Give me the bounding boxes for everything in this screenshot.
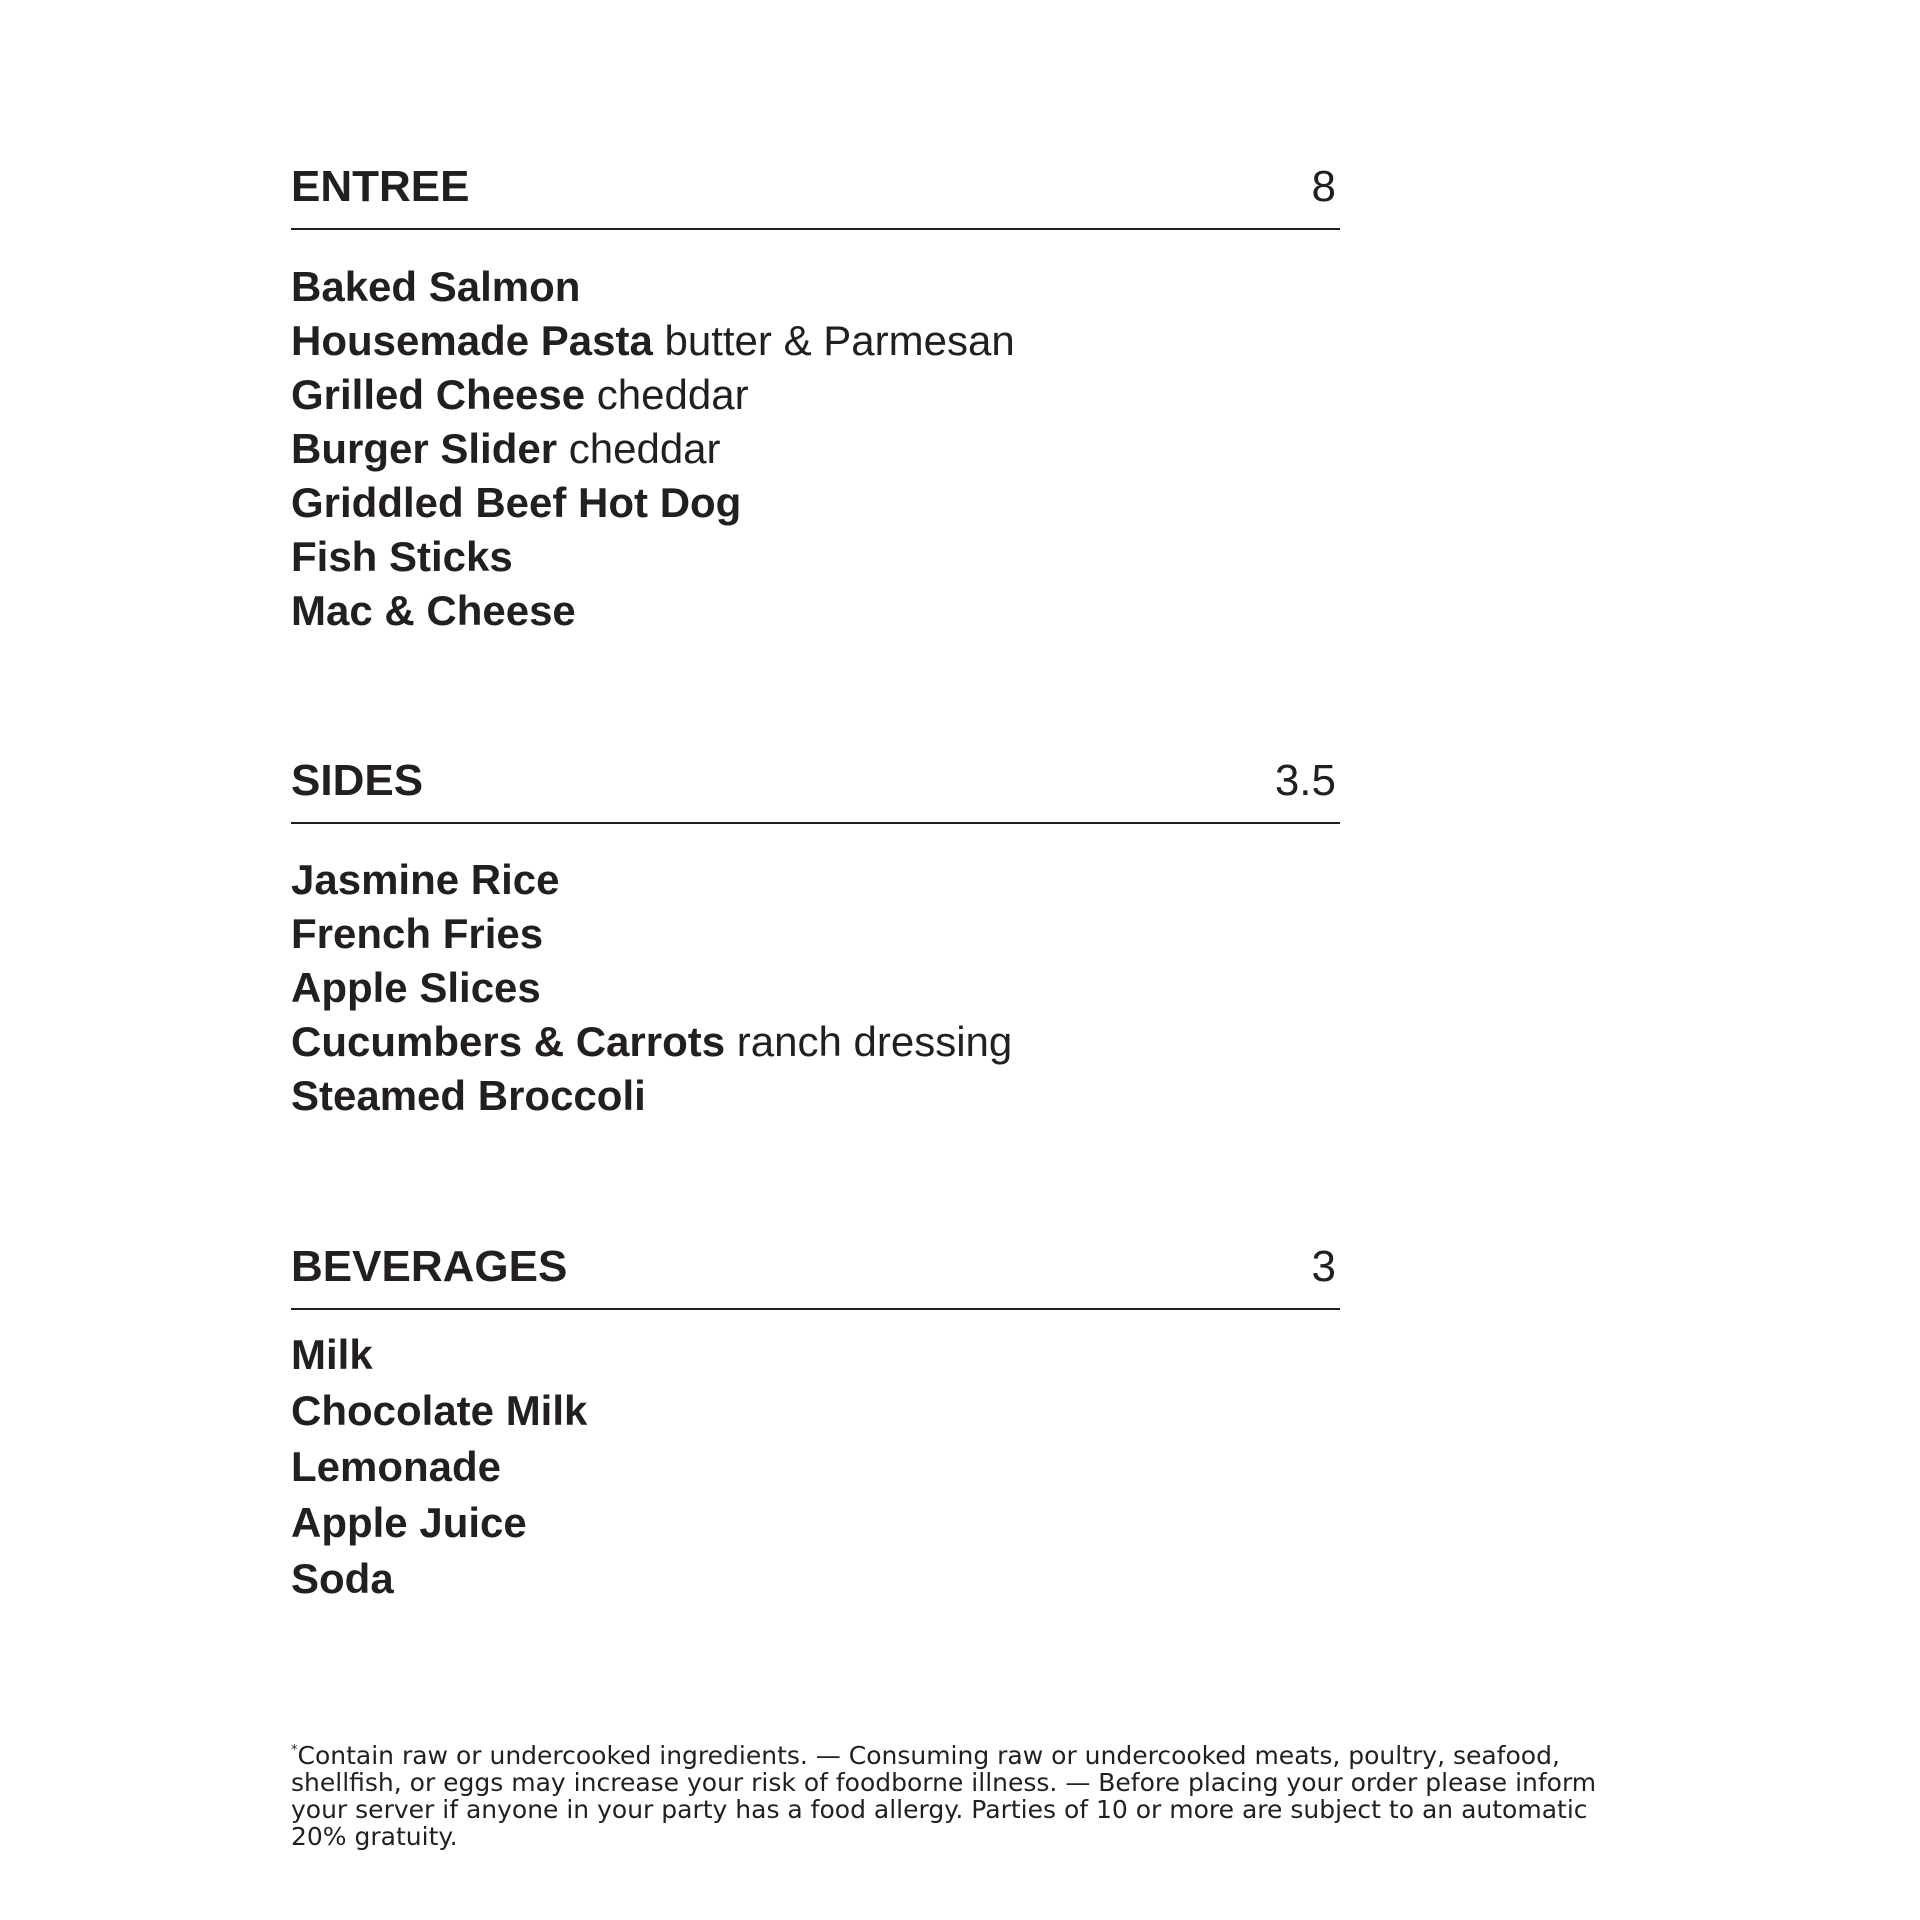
- item-name: Apple Juice: [291, 1499, 527, 1546]
- section-title: ENTREE: [291, 162, 470, 211]
- item-name: Milk: [291, 1331, 373, 1378]
- section-header: [291, 1226, 1340, 1308]
- item-description: ranch dressing: [736, 1018, 1013, 1065]
- menu-item: [291, 368, 1015, 422]
- section-beverages: [291, 1226, 1340, 1602]
- item-name: Mac & Cheese: [291, 587, 576, 634]
- footnote-text: Contain raw or undercooked ingredients. — Consuming raw or undercooked meats, poultry, seafood, shellfish, or eggs may increase your risk of foodborne illness. — Before placing your order please inform your server if anyone in your party has a food allergy. Parties of 10 or more are subject to an automatic 20% gratuity.: [291, 1741, 1597, 1851]
- menu-item: [291, 476, 1015, 530]
- menu-item: [291, 422, 1015, 476]
- section-divider: [291, 1308, 1340, 1310]
- section-title: SIDES: [291, 756, 424, 805]
- item-description: cheddar: [596, 371, 749, 418]
- menu-item: [291, 1327, 587, 1383]
- item-name: Fish Sticks: [291, 533, 513, 580]
- menu-item: [291, 961, 1012, 1015]
- footnote-marker: *: [291, 1743, 298, 1758]
- item-name: Baked Salmon: [291, 263, 581, 310]
- item-name: Griddled Beef Hot Dog: [291, 479, 742, 526]
- menu-item: [291, 260, 1015, 314]
- item-name: Soda: [291, 1555, 394, 1602]
- menu-item: [291, 584, 1015, 638]
- menu-item-list: [291, 260, 1015, 638]
- menu-item: [291, 530, 1015, 584]
- menu-item: [291, 1015, 1012, 1069]
- menu-item: [291, 1069, 1012, 1123]
- menu-item-list: [291, 1327, 587, 1607]
- item-name: French Fries: [291, 910, 544, 957]
- item-name: Apple Slices: [291, 964, 541, 1011]
- item-name: Grilled Cheese: [291, 371, 586, 418]
- section-divider: [291, 228, 1340, 230]
- section-header: [291, 740, 1340, 822]
- menu-item: [291, 1495, 587, 1551]
- section-divider: [291, 822, 1340, 824]
- menu-item-list: [291, 853, 1012, 1123]
- menu-item: [291, 1439, 587, 1495]
- item-name: Burger Slider: [291, 425, 558, 472]
- item-description: cheddar: [568, 425, 721, 472]
- section-sides: [291, 740, 1340, 1119]
- section-price: 8: [1311, 162, 1336, 211]
- item-name: Lemonade: [291, 1443, 502, 1490]
- item-name: Jasmine Rice: [291, 856, 560, 903]
- menu-item: [291, 1383, 587, 1439]
- item-name: Chocolate Milk: [291, 1387, 588, 1434]
- item-name: Steamed Broccoli: [291, 1072, 646, 1119]
- item-name: Housemade Pasta: [291, 317, 653, 364]
- section-title: BEVERAGES: [291, 1242, 568, 1291]
- section-price: 3: [1311, 1242, 1336, 1291]
- menu-item: [291, 853, 1012, 907]
- menu-item: [291, 314, 1015, 368]
- menu-item: [291, 1551, 587, 1607]
- allergy-footnote: [291, 1737, 1621, 1850]
- item-description: butter & Parmesan: [664, 317, 1015, 364]
- menu-item: [291, 907, 1012, 961]
- item-name: Cucumbers & Carrots: [291, 1018, 726, 1065]
- section-header: [291, 146, 1340, 228]
- section-price: 3.5: [1274, 756, 1336, 805]
- section-entree: [291, 146, 1340, 634]
